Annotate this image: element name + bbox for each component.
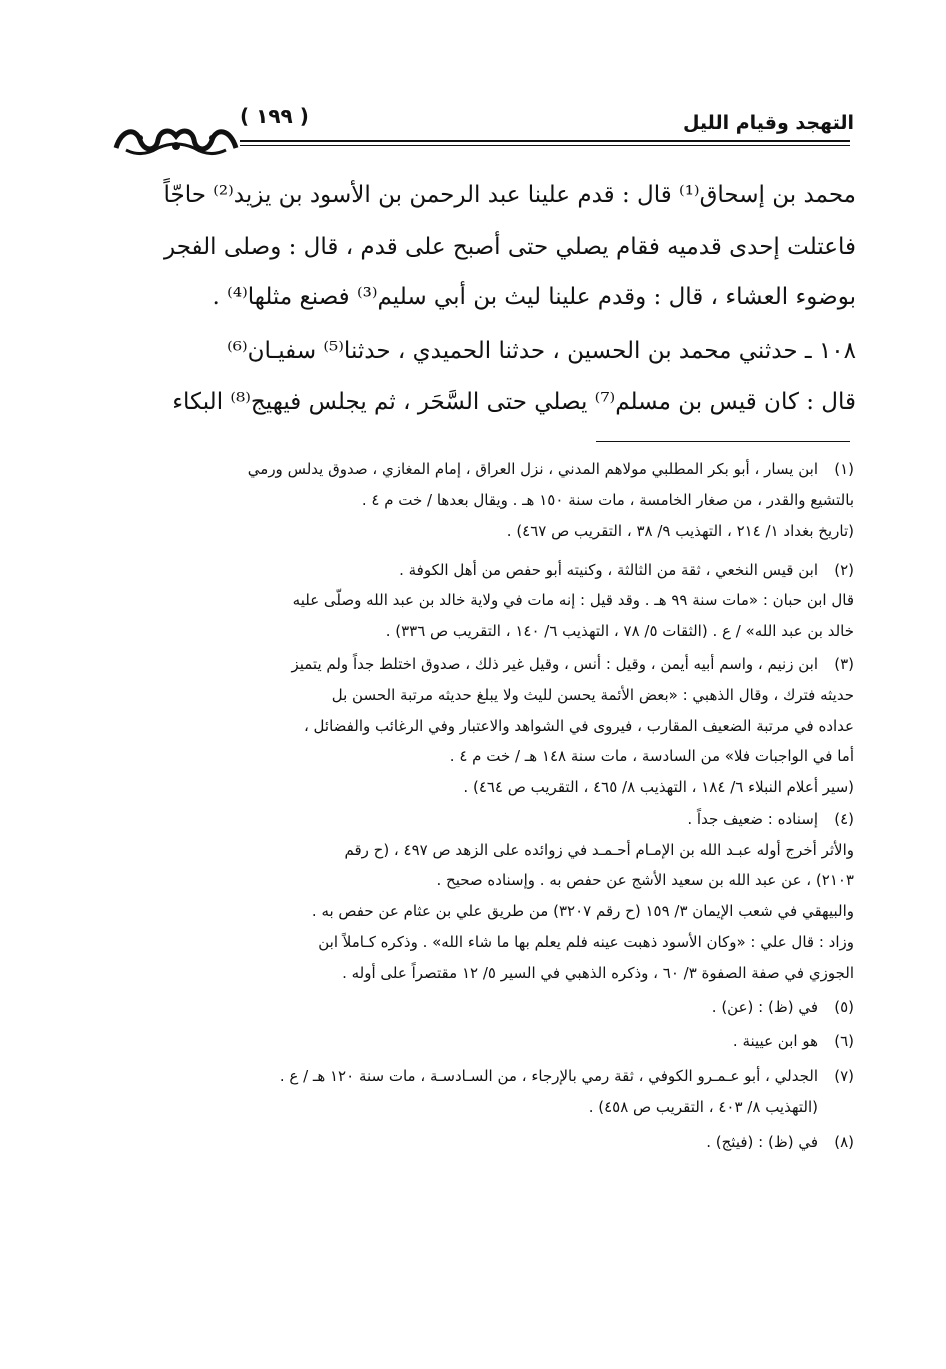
footnote-continuation (94, 932, 854, 952)
main-text-line: قال : كان قيس بن مسلم⁽⁷⁾ يصلي حتى السَّحَر ، ثم يجلس فيهيج⁽⁸⁾ البكاء (172, 389, 856, 415)
main-text-line: محمد بن إسحاق⁽¹⁾ قال : قدم علينا عبد الرحمن بن الأسود بن يزيد⁽²⁾ حاجّاً (163, 182, 856, 208)
footnote-text: إسناده : ضعيف جداً . (687, 810, 818, 828)
footnote-text: في (ظ) : (فيثج) . (706, 1133, 818, 1151)
footnote-continuation (94, 870, 854, 890)
footnote-number: (٤) (834, 810, 854, 828)
footnote-line (94, 560, 854, 580)
running-header-title: التهجد وقيام الليل (682, 112, 854, 134)
footnote-line (94, 654, 854, 674)
footnote-text: ابن زنيم ، واسم أبيه أيمن ، وقيل : أنس ، وقيل غير ذلك ، صدوق اختلط جداً ولم يتميز (291, 655, 818, 673)
footnote-continuation (94, 901, 854, 921)
footnote-text: والبيهقي في شعب الإيمان ٣/ ١٥٩ (ح رقم ٣٢٠٧) من طريق علي بن عثام عن حفص به . (311, 902, 854, 920)
footnote-text: والأثر أخرج أوله عبـد الله بن الإمـام أحـمـد في زوائده على الزهد ص ٤٩٧ ، (ح رقم (344, 841, 854, 859)
main-text-line: ١٠٨ ـ حدثني محمد بن الحسين ، حدثنا الحميدي ، حدثنا⁽⁵⁾ سفيـان⁽⁶⁾ (227, 338, 856, 364)
footnote-text: عداده في مرتبة الضعيف المقارب ، فيروى في الشواهد والاعتبار وفي الرغائب والفضائل ، (303, 717, 854, 735)
footnote-number: (٦) (834, 1032, 854, 1050)
footnote-number: (٧) (834, 1067, 854, 1085)
footnote-text: حديثه فترك ، وقال الذهبي : «بعض الأئمة يحسن لليث ولا يبلغ حديثه مرتبة الحسن بل (331, 686, 854, 704)
footnote-text: ٢١٠٣) ، عن عبد الله بن سعيد الأشج عن حفص به . وإسناده صحيح . (436, 871, 854, 889)
footnote-line (94, 1066, 854, 1086)
ornament-icon (112, 118, 240, 160)
footnote-continuation (94, 621, 854, 641)
main-text-line: فاعتلت إحدى قدميه فقام يصلي حتى أصبح على قدم ، قال : وصلى الفجر (164, 234, 856, 260)
footnote-text: الجدلي ، أبو عـمـرو الكوفي ، ثقة رمي بالإرجاء ، من السـادسـة ، مات سنة ١٢٠ هـ / ع . (279, 1067, 818, 1085)
footnote-number: (١) (834, 460, 854, 478)
footnote-number: (٣) (834, 655, 854, 673)
header-rule (240, 140, 850, 142)
footnote-text: أما في الواجبات فلا» من السادسة ، مات سنة ١٤٨ هـ / خت م ٤ . (449, 747, 854, 765)
footnote-text: هو ابن عيينة . (732, 1032, 818, 1050)
footnote-text: ابن قيس النخعي ، ثقة من الثالثة ، وكنيته أبو حفص من أهل الكوفة . (399, 561, 818, 579)
footnote-text: وزاد : قال علي : «وكان الأسود ذهبت عينه فلم يعلم بها ما شاء الله» . وذكره كـاملاً ابن (318, 933, 854, 951)
footnote-number: (٨) (834, 1133, 854, 1151)
header-rule-thin (240, 145, 850, 146)
footnote-text: (تاريخ بغداد ١/ ٢١٤ ، التهذيب ٩/ ٣٨ ، التقريب ص ٤٦٧) . (506, 522, 854, 540)
footnote-continuation (94, 521, 854, 541)
footnote-continuation (94, 777, 854, 797)
footnote-text: في (ظ) : (عن) . (711, 998, 818, 1016)
footnote-continuation (94, 746, 854, 766)
footnote-continuation (94, 590, 854, 610)
footnote-line (94, 997, 854, 1017)
footnote-text: (سير أعلام النبلاء ٦/ ١٨٤ ، التهذيب ٨/ ٤٦٥ ، التقريب ص ٤٦٤) . (463, 778, 854, 796)
footnote-separator (596, 441, 850, 442)
footnote-number: (٢) (834, 561, 854, 579)
footnote-text: (التهذيب ٨/ ٤٠٣ ، التقريب ص ٤٥٨) . (588, 1098, 818, 1116)
footnote-continuation (94, 716, 854, 736)
footnote-text: خالد بن عبد الله» / ع . (الثقات ٥/ ٧٨ ، التهذيب ٦/ ١٤٠ ، التقريب ص ٣٣٦) . (385, 622, 854, 640)
footnote-text: الجوزي في صفة الصفوة ٣/ ٦٠ ، وذكره الذهبي في السير ٥/ ١٢ مقتصراً على أوله . (342, 964, 854, 982)
footnote-continuation (94, 1097, 854, 1117)
footnote-continuation (94, 685, 854, 705)
footnote-line (94, 1132, 854, 1152)
footnote-continuation (94, 963, 854, 983)
page-number: ( ١٩٩ ) (240, 104, 309, 128)
main-text-line: بوضوء العشاء ، قال : وقدم علينا ليث بن أبي سليم⁽³⁾ فصنع مثلها⁽⁴⁾ . (212, 284, 856, 310)
footnote-text: قال ابن حبان : «مات سنة ٩٩ هـ . وقد قيل : إنه مات في ولاية خالد بن عبد الله وصلّى عليه (292, 591, 854, 609)
footnote-line (94, 459, 854, 479)
footnote-continuation (94, 840, 854, 860)
footnote-line (94, 1031, 854, 1051)
footnote-number: (٥) (834, 998, 854, 1016)
footnote-line (94, 809, 854, 829)
footnote-text: بالتشيع والقدر ، من صغار الخامسة ، مات سنة ١٥٠ هـ . ويقال بعدها / خت م ٤ . (361, 491, 854, 509)
footnote-continuation (94, 490, 854, 510)
footnote-text: ابن يسار ، أبو بكر المطلبي مولاهم المدني ، نزل العراق ، إمام المغازي ، صدوق يدلس ورمي (247, 460, 818, 478)
